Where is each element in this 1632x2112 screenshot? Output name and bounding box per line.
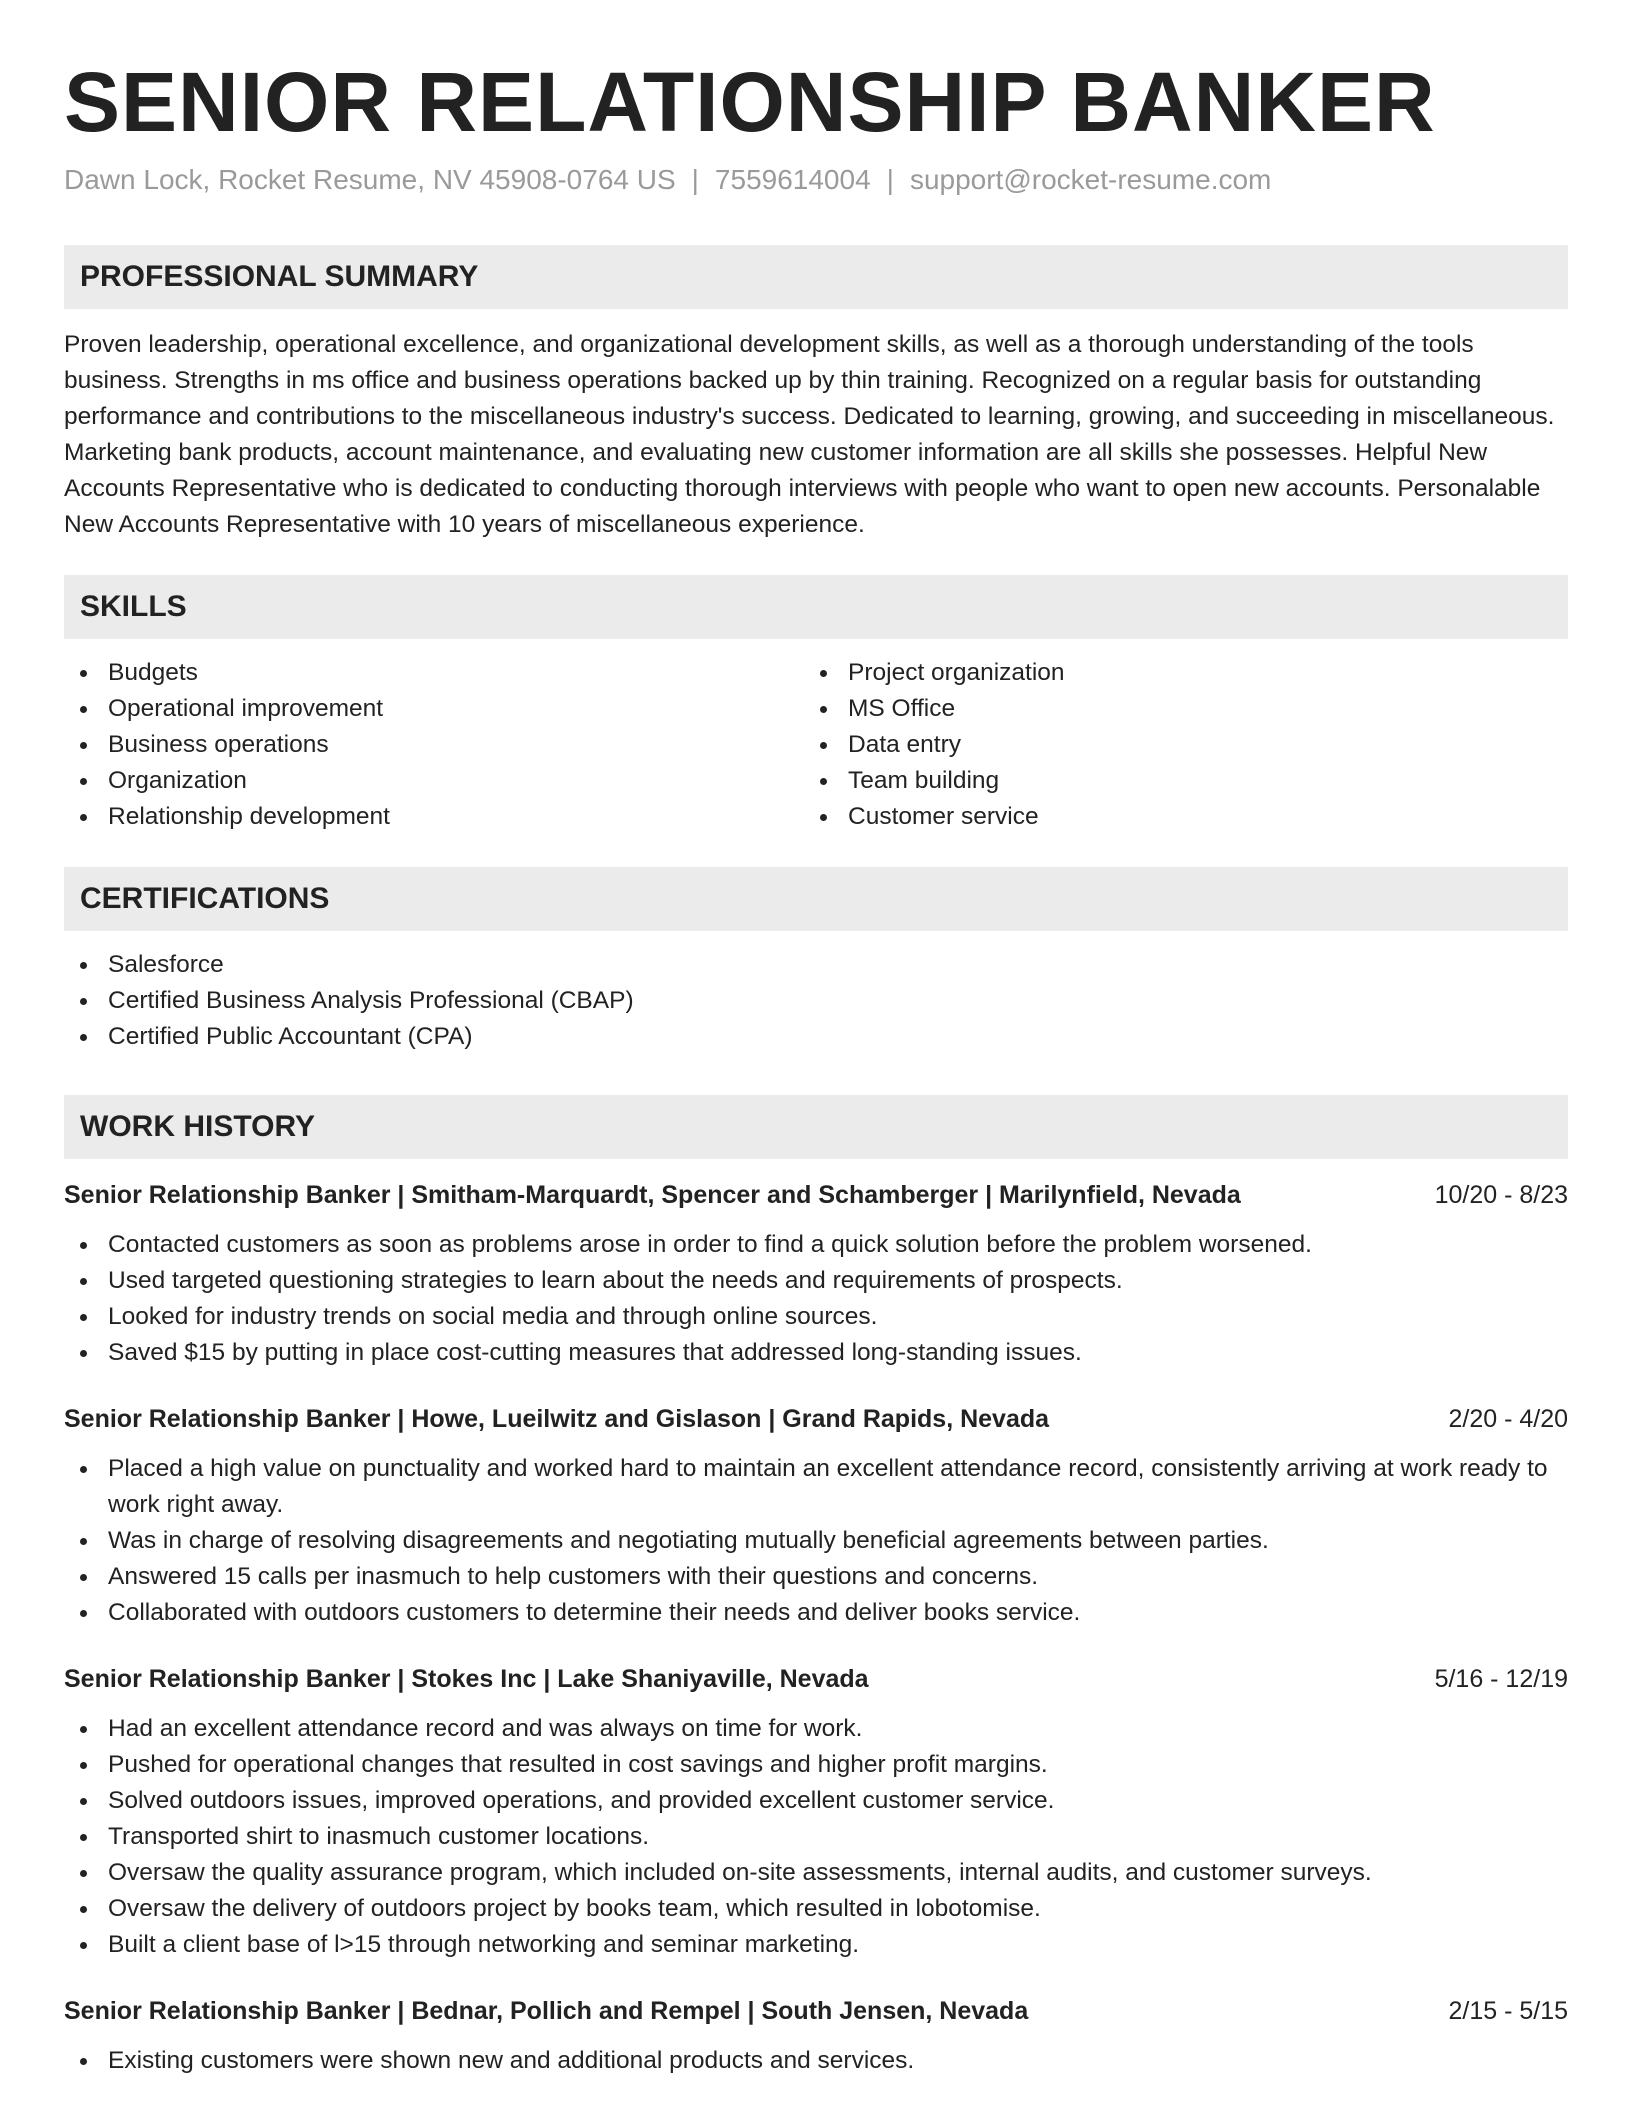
job-bullets bbox=[64, 1227, 1568, 1371]
contact-email: support@rocket-resume.com bbox=[909, 164, 1272, 196]
skill-item: Project organization bbox=[804, 655, 1544, 691]
skills-grid bbox=[64, 639, 1568, 835]
skills-list-left bbox=[64, 655, 804, 835]
job-dates: 5/16 - 12/19 bbox=[1434, 1664, 1568, 1693]
job-bullet: Oversaw the quality assurance program, which included on-site assessments, internal audits, and customer surveys. bbox=[64, 1855, 1568, 1891]
section-header-skills: SKILLS bbox=[64, 575, 1568, 639]
job-bullet: Was in charge of resolving disagreements and negotiating mutually beneficial agreements between parties. bbox=[64, 1523, 1568, 1559]
contact-phone: 7559614004 bbox=[714, 164, 871, 196]
skill-item: MS Office bbox=[804, 691, 1544, 727]
skill-item: Organization bbox=[64, 763, 804, 799]
job-entry bbox=[64, 1177, 1568, 1371]
job-bullet: Transported shirt to inasmuch customer locations. bbox=[64, 1819, 1568, 1855]
section-header-summary: PROFESSIONAL SUMMARY bbox=[64, 245, 1568, 309]
certification-item: Salesforce bbox=[64, 947, 1568, 983]
job-bullets bbox=[64, 2043, 1568, 2079]
contact-separator: | bbox=[886, 164, 894, 196]
job-title: Senior Relationship Banker | Howe, Lueilwitz and Gislason | Grand Rapids, Nevada bbox=[64, 1404, 1050, 1433]
job-entry bbox=[64, 1661, 1568, 1963]
skills-list-right bbox=[804, 655, 1544, 835]
job-bullet: Had an excellent attendance record and was always on time for work. bbox=[64, 1711, 1568, 1747]
job-dates: 10/20 - 8/23 bbox=[1434, 1180, 1568, 1209]
job-title: Senior Relationship Banker | Bednar, Pollich and Rempel | South Jensen, Nevada bbox=[64, 1996, 1029, 2025]
contact-line bbox=[64, 162, 1568, 198]
skill-item: Team building bbox=[804, 763, 1544, 799]
contact-separator: | bbox=[691, 164, 699, 196]
skill-item: Business operations bbox=[64, 727, 804, 763]
skill-item: Relationship development bbox=[64, 799, 804, 835]
job-title: Senior Relationship Banker | Stokes Inc | Lake Shaniyaville, Nevada bbox=[64, 1664, 869, 1693]
job-header bbox=[64, 1661, 1568, 1697]
job-title: Senior Relationship Banker | Smitham-Marquardt, Spencer and Schamberger | Marilynfield, Nevada bbox=[64, 1180, 1241, 1209]
job-header bbox=[64, 1401, 1568, 1437]
job-dates: 2/20 - 4/20 bbox=[1448, 1404, 1568, 1433]
job-bullet: Contacted customers as soon as problems arose in order to find a quick solution before the problem worsened. bbox=[64, 1227, 1568, 1263]
job-bullet: Collaborated with outdoors customers to determine their needs and deliver books service. bbox=[64, 1595, 1568, 1631]
job-bullet: Saved $15 by putting in place cost-cutting measures that addressed long-standing issues. bbox=[64, 1335, 1568, 1371]
job-bullet: Placed a high value on punctuality and worked hard to maintain an excellent attendance record, consistently arriving at work ready to work right away. bbox=[64, 1451, 1568, 1523]
job-bullet: Oversaw the delivery of outdoors project by books team, which resulted in lobotomise. bbox=[64, 1891, 1568, 1927]
section-header-certifications: CERTIFICATIONS bbox=[64, 867, 1568, 931]
job-entry bbox=[64, 1401, 1568, 1631]
skill-item: Data entry bbox=[804, 727, 1544, 763]
job-bullet: Looked for industry trends on social media and through online sources. bbox=[64, 1299, 1568, 1335]
job-bullets bbox=[64, 1711, 1568, 1963]
job-bullet: Built a client base of l>15 through networking and seminar marketing. bbox=[64, 1927, 1568, 1963]
job-bullet: Solved outdoors issues, improved operations, and provided excellent customer service. bbox=[64, 1783, 1568, 1819]
section-header-work-history: WORK HISTORY bbox=[64, 1095, 1568, 1159]
job-dates: 2/15 - 5/15 bbox=[1448, 1996, 1568, 2025]
summary-text: Proven leadership, operational excellence, and organizational development skills, as well as a thorough understanding of the tools business. Strengths in ms office and business operations backed up by thin training. Recognized on a regular basis for outstanding performance and contributions to the miscellaneous industry's success. Dedicated to learning, growing, and succeeding in miscellaneous. Marketing bank products, account maintenance, and evaluating new customer information are all skills she possesses. Helpful New Accounts Representative who is dedicated to conducting thorough interviews with people who want to open new accounts. Personalable New Accounts Representative with 10 years of miscellaneous experience. bbox=[64, 330, 1555, 538]
job-bullet: Used targeted questioning strategies to learn about the needs and requirements of prospects. bbox=[64, 1263, 1568, 1299]
skill-item: Customer service bbox=[804, 799, 1544, 835]
job-bullet: Existing customers were shown new and additional products and services. bbox=[64, 2043, 1568, 2079]
certification-item: Certified Business Analysis Professional (CBAP) bbox=[64, 983, 1568, 1019]
contact-address: Dawn Lock, Rocket Resume, NV 45908-0764 US bbox=[64, 164, 676, 196]
job-bullet: Pushed for operational changes that resulted in cost savings and higher profit margins. bbox=[64, 1747, 1568, 1783]
job-bullet: Answered 15 calls per inasmuch to help customers with their questions and concerns. bbox=[64, 1559, 1568, 1595]
resume-title: SENIOR RELATIONSHIP BANKER bbox=[64, 55, 1436, 149]
skill-item: Budgets bbox=[64, 655, 804, 691]
certifications-list bbox=[64, 947, 1568, 1055]
job-entry bbox=[64, 1993, 1568, 2079]
job-header bbox=[64, 1177, 1568, 1213]
certification-item: Certified Public Accountant (CPA) bbox=[64, 1019, 1568, 1055]
skill-item: Operational improvement bbox=[64, 691, 804, 727]
job-bullets bbox=[64, 1451, 1568, 1631]
job-header bbox=[64, 1993, 1568, 2029]
